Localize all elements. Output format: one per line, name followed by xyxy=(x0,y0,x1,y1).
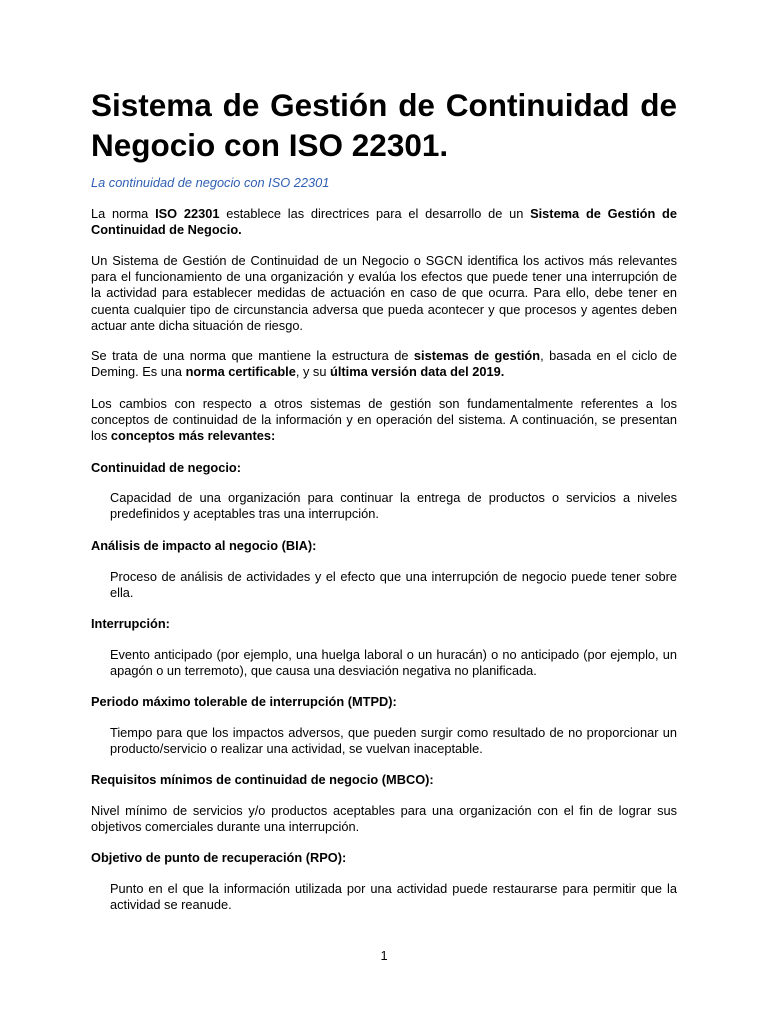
concept-definition: Nivel mínimo de servicios y/o productos aceptables para una organización con el fin de lograr sus objetivos comerciales durante una interrupción. xyxy=(91,803,677,835)
concept-definition: Capacidad de una organización para continuar la entrega de productos o servicios a niveles predefinidos y aceptables tras una interrupción. xyxy=(110,490,677,522)
changes-paragraph: Los cambios con respecto a otros sistemas de gestión son fundamentalmente referentes a los conceptos de continuidad de la información y en operación del sistema. A continuación, se presentan los conceptos más relevantes: xyxy=(91,396,677,444)
document-subtitle: La continuidad de negocio con ISO 22301 xyxy=(91,175,330,190)
norma-paragraph: Se trata de una norma que mantiene la estructura de sistemas de gestión, basada en el ciclo de Deming. Es una norma certificable, y su última versión data del 2019. xyxy=(91,348,677,380)
concept-definition: Evento anticipado (por ejemplo, una huelga laboral o un huracán) o no anticipado (por ejemplo, un apagón o un terremoto), que causa una desviación negativa no planificada. xyxy=(110,647,677,679)
concept-heading: Periodo máximo tolerable de interrupción (MTPD): xyxy=(91,694,397,709)
concept-definition: Punto en el que la información utilizada por una actividad puede restaurarse para permitir que la actividad se reanude. xyxy=(110,881,677,913)
concept-heading: Requisitos mínimos de continuidad de negocio (MBCO): xyxy=(91,772,434,787)
sgcn-paragraph: Un Sistema de Gestión de Continuidad de un Negocio o SGCN identifica los activos más relevantes para el funcionamiento de una organización y evalúa los efectos que puede tener una interrupción de la actividad para establecer medidas de actuación en caso de que ocurra. Para ello, debe tener en cuenta cualquier tipo de circunstancia adversa que pueda acontecer y que procesos y agentes deben actuar ante dicha situación de riesgo. xyxy=(91,253,677,333)
document-title: Sistema de Gestión de Continuidad de Negocio con ISO 22301. xyxy=(91,87,677,163)
page-number: 1 xyxy=(380,948,388,963)
concept-heading: Objetivo de punto de recuperación (RPO): xyxy=(91,850,347,865)
concept-definition: Tiempo para que los impactos adversos, que pueden surgir como resultado de no proporcionar un producto/servicio o realizar una actividad, se vuelvan inaceptable. xyxy=(110,725,677,757)
concept-heading: Análisis de impacto al negocio (BIA): xyxy=(91,538,317,553)
intro-paragraph: La norma ISO 22301 establece las directrices para el desarrollo de un Sistema de Gestión de Continuidad de Negocio. xyxy=(91,206,677,238)
concept-heading: Interrupción: xyxy=(91,616,170,631)
concept-heading: Continuidad de negocio: xyxy=(91,460,241,475)
concept-definition: Proceso de análisis de actividades y el efecto que una interrupción de negocio puede tener sobre ella. xyxy=(110,569,677,601)
